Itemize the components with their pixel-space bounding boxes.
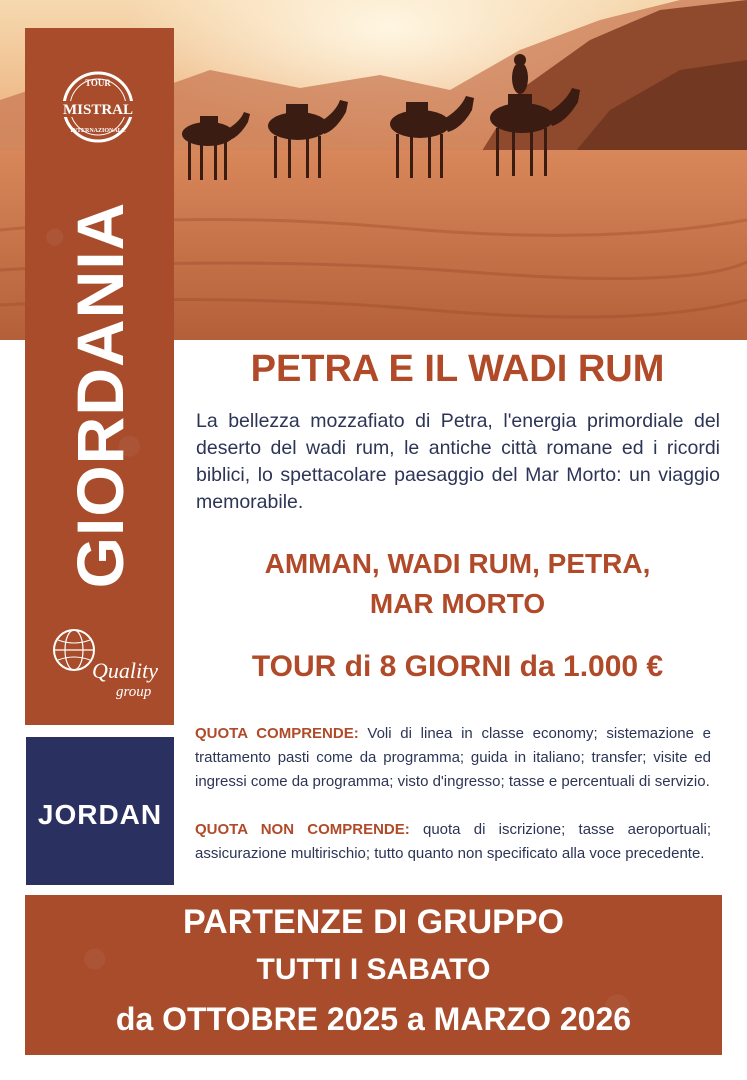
quota-includes-label: QUOTA COMPRENDE:: [195, 725, 359, 742]
tour-duration-price: TOUR di 8 GIORNI da 1.000 €: [251, 650, 664, 683]
quality-group-logo-icon: [36, 620, 161, 705]
departures-banner: [25, 895, 722, 1055]
quality-logo-name: Quality: [92, 658, 158, 683]
mistral-logo-name: MISTRAL: [62, 102, 134, 118]
jordan-label: JORDAN: [37, 799, 163, 830]
country-title: GIORDANIA: [63, 201, 137, 589]
quota-excludes: [195, 818, 711, 866]
tour-description: La bellezza mozzafiato di Petra, l'energia primordiale del deserto del wadi rum, le antiche città romane ed i ricordi biblici, lo spettacolare paesaggio del Mar Morto: un viaggio memorabile.: [196, 410, 720, 513]
quota-excludes-label: QUOTA NON COMPRENDE:: [195, 821, 410, 838]
mistral-logo-bottom-text: INTERNAZIONALE: [70, 128, 126, 134]
banner-frequency: TUTTI I SABATO: [256, 953, 491, 986]
mistral-logo-top-text: TOUR: [85, 78, 111, 88]
cities-line: MAR MORTO: [369, 588, 546, 619]
cities-line: AMMAN, WADI RUM, PETRA,: [264, 548, 651, 579]
mistral-logo-icon: [48, 70, 148, 145]
quota-excludes-text: quota di iscrizione; tasse aeroportuali; assicurazione multirischio; tutto quanto non specificato alla voce precedente.: [195, 821, 711, 862]
cities-list: [195, 544, 720, 624]
banner-headline: PARTENZE DI GRUPPO: [183, 903, 564, 941]
banner-date-range: da OTTOBRE 2025 a MARZO 2026: [115, 1001, 632, 1037]
quota-includes: [195, 722, 711, 794]
jordan-brand-box: [26, 737, 174, 885]
tour-title: PETRA E IL WADI RUM: [250, 348, 665, 390]
quota-includes-text: Voli di linea in classe economy; sistemazione e trattamento pasti come da programma; guida in italiano; transfer; visite ed ingressi come da programma; visto d'ingresso; tasse e percentuali di servizio.: [195, 725, 711, 790]
quality-logo-sub: group: [116, 684, 152, 700]
